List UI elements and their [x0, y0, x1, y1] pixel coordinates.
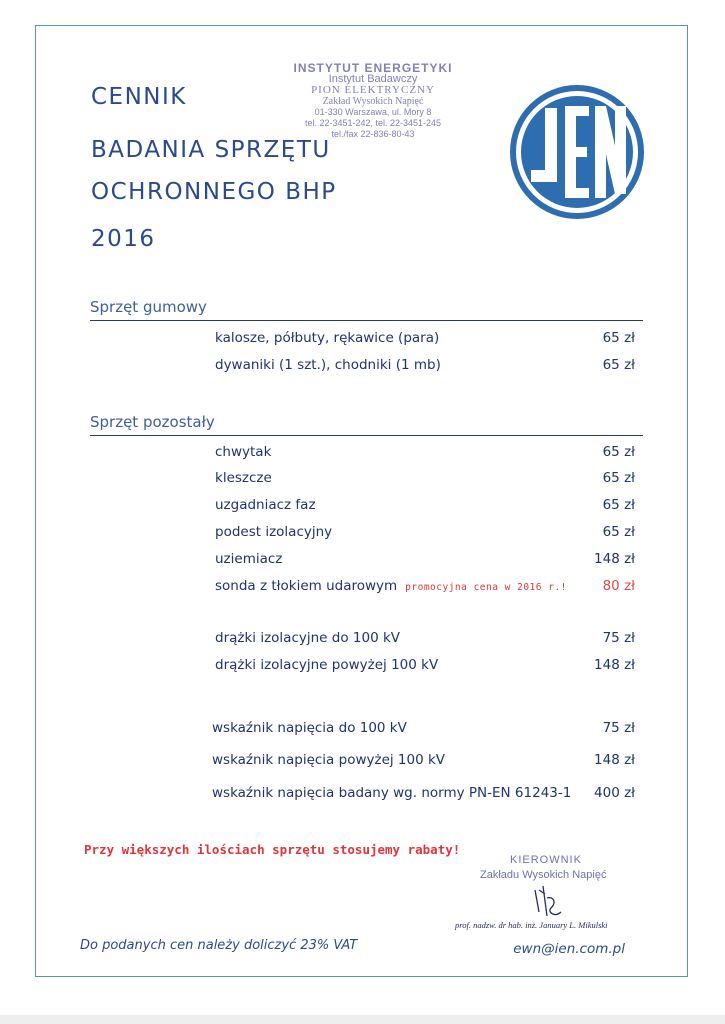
item-price: 148 zł: [594, 551, 635, 567]
price-row: [212, 720, 635, 740]
stamp-line: INSTYTUT ENERGETYKI: [293, 61, 453, 75]
item-price: 80 zł: [602, 578, 635, 594]
promo-note: promocyjna cena w 2016 r.!: [405, 582, 567, 593]
item-name: wskaźnik napięcia powyżej 100 kV: [212, 752, 446, 768]
item-name: uziemiacz: [215, 551, 283, 567]
item-name: kleszcze: [215, 470, 272, 486]
title-cennik: CENNIK: [91, 84, 187, 110]
stamp-line: Instytut Badawczy: [328, 73, 418, 85]
item-price: 148 zł: [594, 752, 635, 768]
price-row: [215, 357, 635, 377]
title-year: 2016: [91, 226, 156, 252]
item-name: kalosze, półbuty, rękawice (para): [215, 330, 440, 346]
stamp-line: tel. 22-3451-242, tel. 22-3451-245: [304, 118, 442, 128]
section-title-other: Sprzęt pozostały: [90, 413, 215, 431]
item-name: dywaniki (1 szt.), chodniki (1 mb): [215, 357, 441, 373]
item-price: 65 zł: [602, 444, 635, 460]
signature-name: prof. nadzw. dr hab. inż. January L. Mikulski: [455, 920, 608, 930]
price-row-promo: [215, 578, 635, 598]
section-divider: [90, 435, 643, 436]
stamp-line: 01-330 Warszawa, ul. Mory 8: [314, 107, 432, 117]
price-row: [215, 444, 635, 464]
price-row: [215, 524, 635, 544]
vat-note: Do podanych cen należy doliczyć 23% VAT: [80, 938, 358, 953]
item-price: 75 zł: [602, 720, 635, 736]
section-divider: [90, 320, 643, 321]
item-price: 65 zł: [602, 497, 635, 513]
signature-subtitle: Zakładu Wysokich Napięć: [480, 869, 607, 881]
title-ochronnego: OCHRONNEGO BHP: [91, 179, 337, 205]
contact-email: ewn@ien.com.pl: [513, 941, 625, 957]
price-row: [215, 497, 635, 517]
item-price: 75 zł: [602, 630, 635, 646]
price-row: [215, 630, 635, 650]
item-name: wskaźnik napięcia do 100 kV: [212, 720, 407, 736]
stamp-line: PION ELEKTRYCZNY: [311, 84, 435, 96]
item-name: drążki izolacyjne do 100 kV: [215, 630, 401, 646]
price-row: [212, 785, 635, 805]
item-name-wrap: [215, 578, 567, 594]
price-row: [215, 657, 635, 677]
item-name: chwytak: [215, 444, 272, 460]
signature-title: KIEROWNIK: [510, 854, 582, 866]
scan-edge: [0, 1015, 725, 1024]
stamp-line: Zakład Wysokich Napięć: [322, 96, 424, 107]
title-badania: BADANIA SPRZĘTU: [91, 137, 331, 163]
stamp-line: tel./fax 22-836-80-43: [331, 129, 415, 139]
section-title-rubber: Sprzęt gumowy: [90, 298, 207, 316]
item-price: 400 zł: [594, 785, 635, 801]
item-name: sonda z tłokiem udarowym: [215, 578, 398, 594]
discount-note: Przy większych ilościach sprzętu stosujemy rabaty!: [84, 842, 461, 857]
item-price: 65 zł: [602, 470, 635, 486]
price-row: [215, 551, 635, 571]
price-row: [215, 330, 635, 350]
item-name: uzgadniacz faz: [215, 497, 316, 513]
item-name: drążki izolacyjne powyżej 100 kV: [215, 657, 439, 673]
item-price: 65 zł: [602, 330, 635, 346]
item-price: 148 zł: [594, 657, 635, 673]
price-row: [215, 470, 635, 490]
ien-logo: [509, 84, 645, 220]
institute-stamp: [268, 63, 478, 140]
item-price: 65 zł: [602, 357, 635, 373]
item-name: wskaźnik napięcia badany wg. normy PN-EN 61243-1: [212, 785, 572, 801]
item-price: 65 zł: [602, 524, 635, 540]
price-row: [212, 752, 635, 772]
item-name: podest izolacyjny: [215, 524, 333, 540]
